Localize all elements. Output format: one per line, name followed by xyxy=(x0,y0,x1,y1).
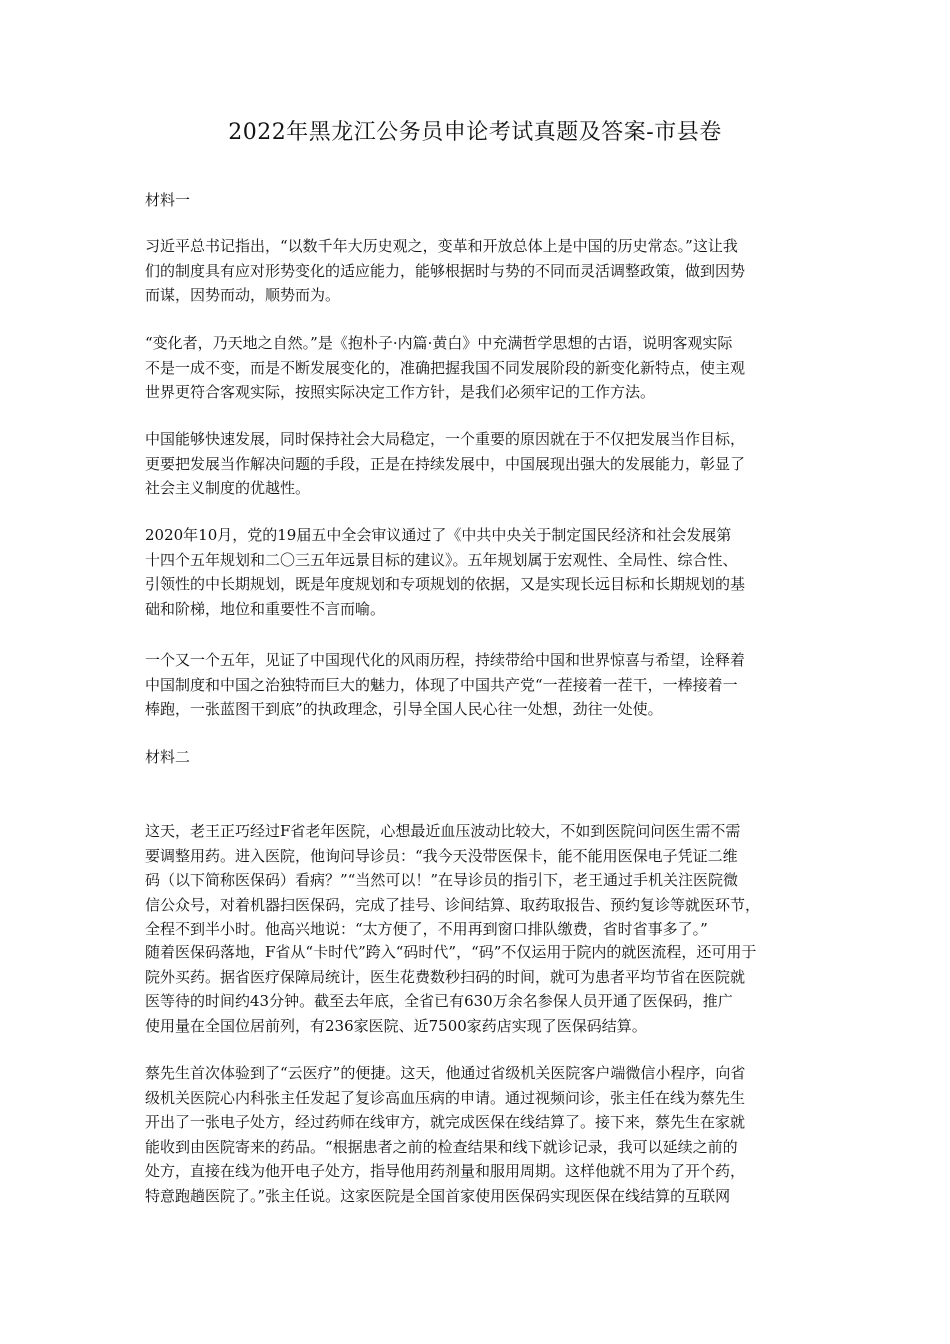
text-line: 信公众号，对着机器扫医保码，完成了挂号、诊间结算、取药取报告、预约复诊等就医环节， xyxy=(145,895,761,914)
text-line: 引领性的中长期规划，既是年度规划和专项规划的依据，又是实现长远目标和长期规划的基 xyxy=(145,575,746,593)
text-line: 随着医保码落地，F省从“卡时代”跨入“码时代”，“码”不仅运用于院内的就医流程，还可用于 xyxy=(145,943,757,961)
text-line: 而谋，因势而动，顺势而为。 xyxy=(145,286,341,304)
text-line: 全程不到半小时。他高兴地说：“太方便了，不用再到窗口排队缴费，省时省事多了。” xyxy=(145,920,708,938)
text-line: 中国制度和中国之治独特而巨大的魅力，体现了中国共产党“一茬接着一茬干，一棒接着一 xyxy=(145,675,738,694)
text-line: 习近平总书记指出，“以数千年大历史观之，变革和开放总体上是中国的历史常态。”这让我 xyxy=(145,237,738,255)
text-line: 特意跑趟医院了。”张主任说。这家医院是全国首家使用医保码实现医保在线结算的互联网 xyxy=(145,1186,731,1205)
text-line: 中国能够快速发展，同时保持社会大局稳定，一个重要的原因就在于不仅把发展当作目标， xyxy=(145,430,746,448)
text-line: 码（以下简称医保码）看病？”“当然可以！”在导诊员的指引下，老王通过手机关注医院微 xyxy=(145,871,739,889)
text-line: 2020年10月，党的19届五中全会审议通过了《中共中央关于制定国民经济和社会发展第 xyxy=(145,526,732,544)
paragraph-1-4 xyxy=(145,523,885,621)
text-line: 这天，老王正巧经过F省老年医院，心想最近血压波动比较大，不如到医院问问医生需不需 xyxy=(145,822,741,840)
text-line: 使用量在全国位居前列，有236家医院、近7500家药店实现了医保码结算。 xyxy=(145,1016,647,1035)
text-line: 医等待的时间约43分钟。截至去年底，全省已有630万余名参保人员开通了医保码，推广 xyxy=(145,992,733,1010)
text-line: 蔡先生首次体验到了“云医疗”的便捷。这天，他通过省级机关医院客户端微信小程序，向省 xyxy=(145,1064,746,1082)
text-line: 更要把发展当作解决问题的手段，正是在持续发展中，中国展现出强大的发展能力，彰显了 xyxy=(145,454,746,473)
paragraph-1-3 xyxy=(145,427,885,501)
document-title: 2022年黑龙江公务员申论考试真题及答案-市县卷 xyxy=(228,120,722,145)
text-line: 世界更符合客观实际，按照实际决定工作方针，是我们必须牢记的工作方法。 xyxy=(145,383,656,401)
text-line: 要调整用药。进入医院，他询问导诊员：“我今天没带医保卡，能不能用医保电子凭证二维 xyxy=(145,846,738,865)
section-heading-2: 材料二 xyxy=(145,748,191,766)
paragraph-2-2 xyxy=(145,940,885,1038)
text-line: 处方，直接在线为他开电子处方，指导他用药剂量和服用周期。这样他就不用为了开个药， xyxy=(145,1162,746,1180)
text-line: 开出了一张电子处方，经过药师在线审方，就完成医保在线结算了。接下来，蔡先生在家就 xyxy=(145,1113,746,1131)
paragraph-1-2 xyxy=(145,331,885,405)
section-heading-1: 材料一 xyxy=(145,191,191,209)
text-line: “变化者，乃天地之自然。”是《抱朴子·内篇·黄白》中充满哲学思想的古语，说明客观实际 xyxy=(145,334,733,352)
paragraph-1-5 xyxy=(145,648,885,722)
text-line: 一个又一个五年，见证了中国现代化的风雨历程，持续带给中国和世界惊喜与希望，诠释着 xyxy=(145,651,746,669)
text-line: 院外买药。据省医疗保障局统计，医生花费数秒扫码的时间，就可为患者平均节省在医院就 xyxy=(145,967,746,986)
paragraph-1-1 xyxy=(145,234,885,308)
text-line: 级机关医院心内科张主任发起了复诊高血压病的申请。通过视频问诊，张主任在线为蔡先生 xyxy=(145,1088,746,1107)
text-line: 能收到由医院寄来的药品。“根据患者之前的检查结果和线下就诊记录，我可以延续之前的 xyxy=(145,1137,738,1156)
text-line: 们的制度具有应对形势变化的适应能力，能够根据时与势的不同而灵活调整政策，做到因势 xyxy=(145,261,746,280)
paragraph-2-1 xyxy=(145,819,885,942)
text-line: 社会主义制度的优越性。 xyxy=(145,479,311,497)
text-line: 棒跑，一张蓝图干到底”的执政理念，引导全国人民心往一处想，劲往一处使。 xyxy=(145,700,663,718)
text-line: 础和阶梯，地位和重要性不言而喻。 xyxy=(145,599,386,618)
paragraph-2-3 xyxy=(145,1061,885,1208)
text-line: 不是一成不变，而是不断发展变化的，准确把握我国不同发展阶段的新变化新特点，使主观 xyxy=(145,358,746,377)
text-line: 十四个五年规划和二〇三五年远景目标的建议》。五年规划属于宏观性、全局性、综合性、 xyxy=(145,550,738,569)
